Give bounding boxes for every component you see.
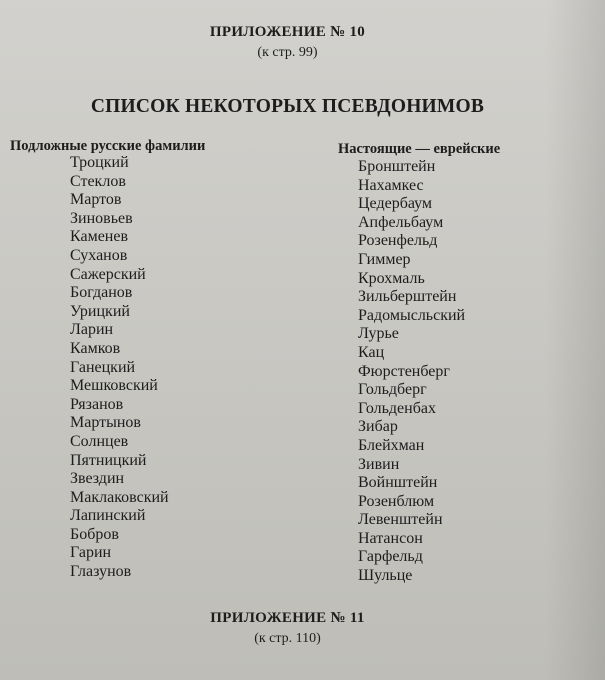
real-name-item: Фюрстенберг <box>358 362 450 380</box>
pseudonym-item: Солнцев <box>70 432 129 450</box>
appendix-10-title: ПРИЛОЖЕНИЕ № 10 <box>209 24 366 40</box>
real-name-item: Апфельбаум <box>358 213 444 231</box>
real-name-item: Гарфельд <box>358 548 423 566</box>
left-column-header: Подложные русские фамилии <box>10 138 206 154</box>
pseudonym-item: Ларин <box>70 321 114 339</box>
real-name-item: Нахамкес <box>358 176 424 194</box>
real-name-item: Кац <box>358 343 385 361</box>
pseudonym-item: Стеклов <box>70 172 126 190</box>
real-name-item: Розенблюм <box>358 492 435 510</box>
pseudonym-item: Рязанов <box>70 395 124 413</box>
real-name-item: Гольдберг <box>358 381 427 399</box>
real-name-list <box>358 158 465 586</box>
pseudonym-item: Гарин <box>70 544 112 562</box>
real-name-item: Лурье <box>358 325 399 343</box>
pseudonym-item: Пятницкий <box>70 451 147 469</box>
pseudonym-item: Камков <box>70 339 121 357</box>
pseudonym-item: Сажерский <box>70 265 146 283</box>
pseudonym-item: Бобров <box>70 525 119 543</box>
real-name-item: Гиммер <box>358 250 411 268</box>
pseudonym-item: Маклаковский <box>70 488 169 506</box>
pseudonym-item: Звездин <box>70 470 125 488</box>
pseudonym-item: Мешковский <box>70 377 158 395</box>
real-name-item: Бронштейн <box>358 158 436 175</box>
real-name-item: Радомысльский <box>358 306 466 324</box>
pseudonym-item: Мартов <box>70 191 122 209</box>
real-name-item: Крохмаль <box>358 269 425 287</box>
real-name-item: Цедербаум <box>358 195 433 213</box>
real-name-item: Зильберштейн <box>358 288 457 306</box>
pseudonym-item: Суханов <box>70 246 128 264</box>
real-name-item: Гольденбах <box>358 399 436 417</box>
pseudonym-item: Богданов <box>70 284 133 302</box>
real-name-item: Зивин <box>358 455 400 473</box>
real-name-item: Шульце <box>358 567 413 585</box>
real-name-item: Войнштейн <box>358 474 438 492</box>
appendix-11-title: ПРИЛОЖЕНИЕ № 11 <box>210 610 365 626</box>
pseudonym-item: Глазунов <box>70 563 132 581</box>
real-name-item: Натансон <box>358 529 423 547</box>
pseudonym-item: Урицкий <box>70 302 130 320</box>
pseudonym-item: Мартынов <box>70 414 141 432</box>
appendix-11-ref: (к стр. 110) <box>254 631 321 646</box>
pseudonym-list <box>70 154 169 582</box>
pseudonym-item: Зиновьев <box>70 209 133 227</box>
real-name-item: Розенфельд <box>358 232 438 250</box>
right-column-header: Настоящие — еврейские <box>338 141 501 157</box>
real-name-item: Блейхман <box>358 436 425 454</box>
pseudonym-item: Каменев <box>70 228 129 246</box>
real-name-item: Левенштейн <box>358 511 443 529</box>
pseudonym-item: Лапинский <box>70 507 146 525</box>
pseudonym-item: Троцкий <box>70 154 129 171</box>
pseudonym-item: Ганецкий <box>70 358 136 376</box>
list-title: СПИСОК НЕКОТОРЫХ ПСЕВДОНИМОВ <box>90 96 485 117</box>
real-name-item: Зибар <box>358 418 398 436</box>
appendix-10-ref: (к стр. 99) <box>257 45 318 60</box>
